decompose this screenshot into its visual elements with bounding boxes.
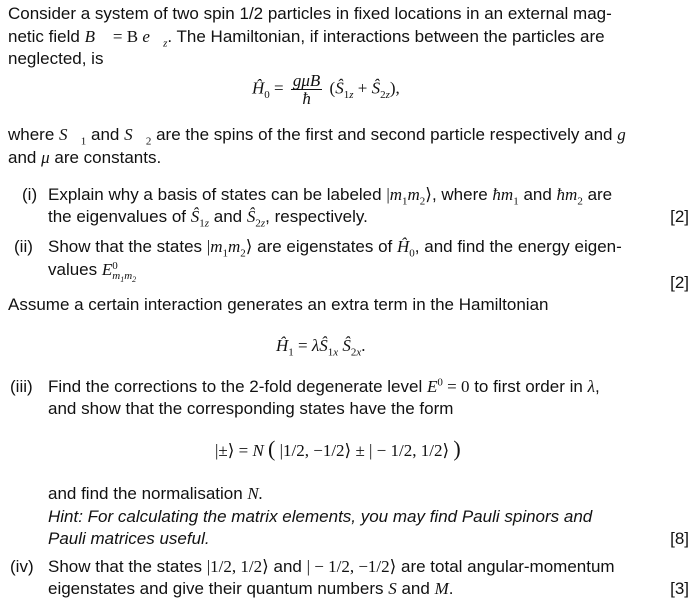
part-ii-line-1: Show that the states $|m_1m_2⟩$ are eigenstates of $Ĥ_0$, and find the energy eigen- [48, 237, 622, 260]
h1-equation: $Ĥ_1$ = $\lambda Ŝ_{1x}$ $Ŝ_{2x}$. [276, 336, 366, 359]
h0-equation: $Ĥ_0$ = $\frac{\text{gμB}}{ħ}$ ($Ŝ_{1z}$ + $Ŝ_{2z}$), [252, 71, 400, 108]
part-i-marks: [2] [670, 207, 689, 226]
part-ii-label: (ii) [14, 237, 33, 256]
part-iv-marks: [3] [670, 579, 689, 598]
part-iii-line-1: Find the corrections to the 2-fold degenerate level $E^0 = 0$ to first order in λ, [48, 376, 600, 396]
part-ii-marks: [2] [670, 273, 689, 292]
intro-line-1: Consider a system of two spin 1/2 particles in fixed locations in an external mag- [8, 4, 612, 23]
part-iii-hint-2: Pauli matrices useful. [48, 529, 210, 548]
part-iii-line-3: and find the normalisation N. [48, 484, 264, 503]
part-iii-hint-1: Hint: For calculating the matrix elements, you may find Pauli spinors and [48, 507, 593, 526]
where-line-2: and μ are constants. [8, 148, 162, 167]
part-i-line-1: Explain why a basis of states can be labeled $|m_1m_2⟩$, where $ħm_1$ and $ħm_2$ are [48, 185, 613, 208]
part-iv-line-1: Show that the states |1/2, 1/2⟩ and | − 1/2, −1/2⟩ are total angular-momentum [48, 557, 615, 576]
assume-line: Assume a certain interaction generates an extra term in the Hamiltonian [8, 295, 549, 314]
part-iv-label: (iv) [10, 557, 34, 576]
part-i-label: (i) [22, 185, 38, 204]
intro-line-3: neglected, is [8, 49, 104, 68]
intro-line-2: netic field B⃗ = B $e⃗_z$. The Hamiltonian, if interactions between the particles are [8, 27, 605, 50]
part-iii-marks: [8] [670, 529, 689, 548]
part-iii-line-2: and show that the corresponding states have the form [48, 399, 454, 418]
part-iv-line-2: eigenstates and give their quantum numbers S and M. [48, 579, 454, 598]
part-iii-label: (iii) [10, 377, 33, 396]
states-equation: |±⟩ = N ( |1/2, −1/2⟩ ± | − 1/2, 1/2⟩ ) [215, 436, 461, 461]
part-ii-line-2: values E 0 $m_1m_2$ [48, 259, 137, 284]
part-i-line-2: the eigenvalues of $Ŝ_{1z}$ and $Ŝ_{2z}$, respectively. [48, 207, 368, 230]
where-line-1: where $S⃗_1$ and $S⃗_2$ are the spins of the first and second particle respectively and g [8, 125, 626, 148]
